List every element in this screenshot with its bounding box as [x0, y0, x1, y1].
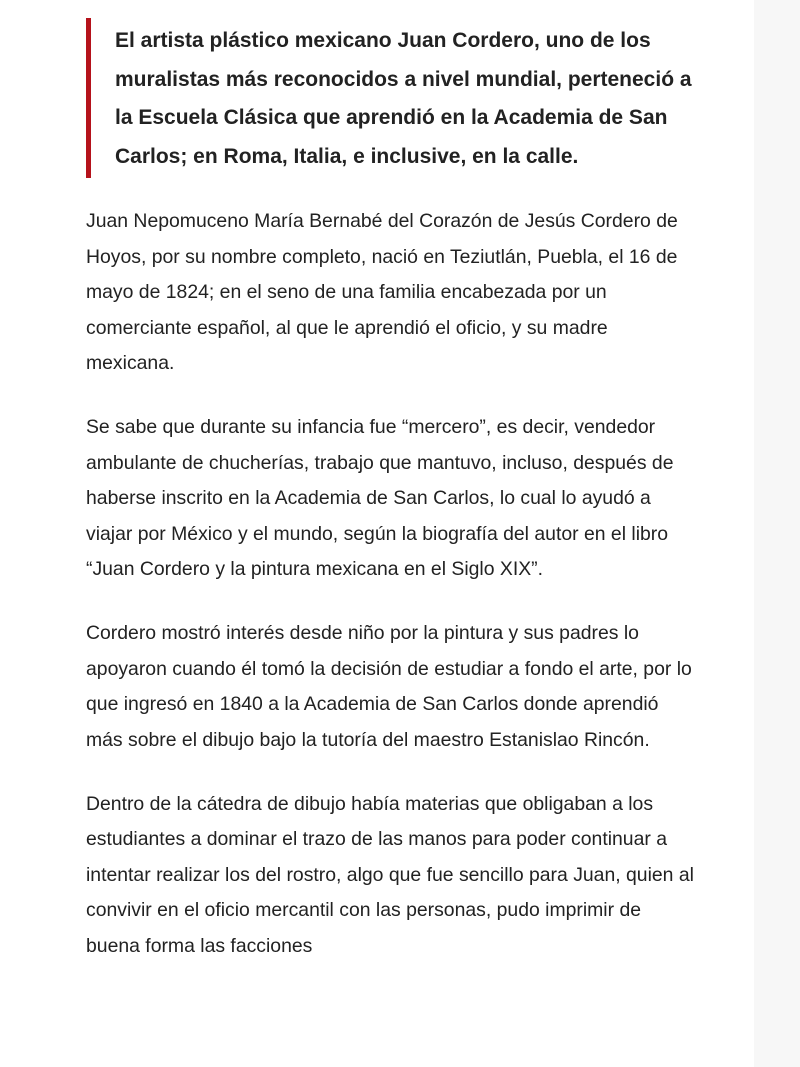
article-paragraphs	[86, 204, 706, 964]
paragraph-drawing: Dentro de la cátedra de dibujo había materias que obligaban a los estudiantes a dominar el trazo de las manos para poder continuar a intentar realizar los del rostro, algo que fue sencillo para Juan, quien al convivir en el oficio mercantil con las personas, pudo imprimir de buena forma las facciones	[86, 793, 694, 957]
lead-text: El artista plástico mexicano Juan Cordero, uno de los muralistas más reconocidos a nivel mundial, perteneció a la Escuela Clásica que aprendió en la Academia de San Carlos; en Roma, Italia, e inclusive, en la calle.	[115, 29, 692, 168]
paragraph-academy: Cordero mostró interés desde niño por la pintura y sus padres lo apoyaron cuando él tomó la decisión de estudiar a fondo el arte, por lo que ingresó en 1840 a la Academia de San Carlos donde aprendió más sobre el dibujo bajo la tutoría del maestro Estanislao Rincón.	[86, 622, 692, 751]
paragraph-birth: Juan Nepomuceno María Bernabé del Corazón de Jesús Cordero de Hoyos, por su nombre completo, nació en Teziutlán, Puebla, el 16 de mayo de 1824; en el seno de una familia encabezada por un comerciante español, al que le aprendió el oficio, y su madre mexicana.	[86, 210, 678, 374]
lead-quote	[86, 18, 706, 178]
page-gutter	[754, 0, 800, 1067]
paragraph-childhood: Se sabe que durante su infancia fue “mercero”, es decir, vendedor ambulante de chucherías, trabajo que mantuvo, incluso, después de haberse inscrito en la Academia de San Carlos, lo cual lo ayudó a viajar por México y el mundo, según la biografía del autor en el libro “Juan Cordero y la pintura mexicana en el Siglo XIX”.	[86, 416, 674, 581]
article-body	[86, 18, 706, 993]
